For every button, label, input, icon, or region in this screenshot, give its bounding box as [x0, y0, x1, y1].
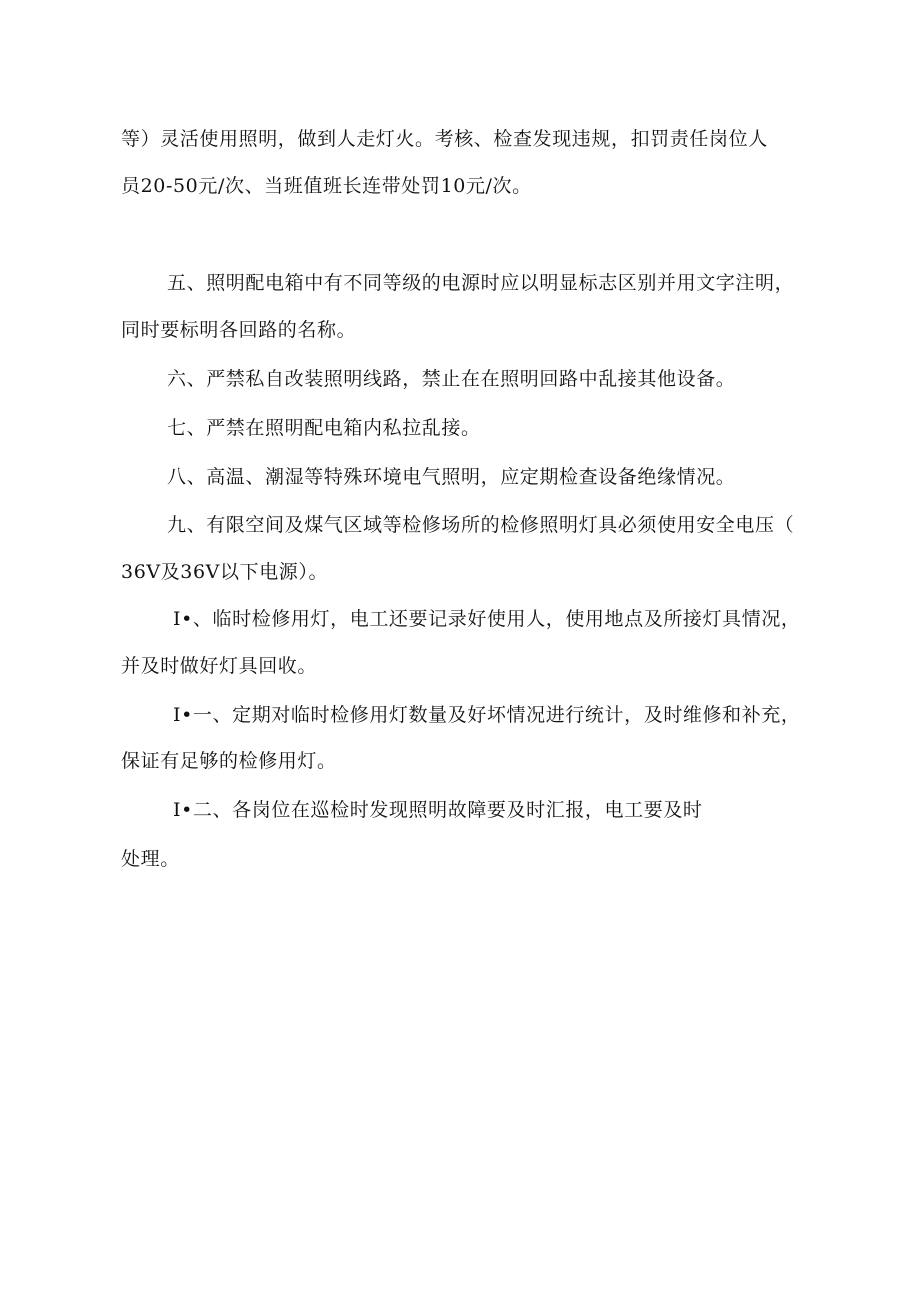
text-line: 九、有限空间及煤气区域等检修场所的检修照明灯具必须使用安全电压（	[167, 514, 795, 536]
text-line: 五、照明配电箱中有不同等级的电源时应以明显标志区别并用文字注明，	[167, 272, 795, 294]
text-line: I•一、定期对临时检修用灯数量及好坏情况进行统计，及时维修和补充，	[173, 704, 801, 726]
text-line: 员20-50元/次、当班值班长连带处罚10元/次。	[121, 175, 532, 197]
text-line: 八、高温、潮湿等特殊环境电气照明，应定期检查设备绝缘情况。	[167, 466, 736, 488]
text-line: 并及时做好灯具回收。	[121, 655, 318, 677]
text-line: 同时要标明各回路的名称。	[121, 319, 357, 341]
text-line: I•、临时检修用灯，电工还要记录好使用人，使用地点及所接灯具情况，	[173, 608, 801, 630]
text-line: 处理。	[121, 848, 180, 870]
text-line: I•二、各岗位在巡检时发现照明故障要及时汇报，电工要及时	[173, 799, 703, 821]
text-line: 保证有足够的检修用灯。	[121, 750, 337, 772]
text-line: 36V及36V以下电源）。	[121, 561, 329, 583]
text-line: 等）灵活使用照明，做到人走灯火。考核、检查发现违规，扣罚责任岗位人	[121, 128, 768, 150]
text-line: 七、严禁在照明配电箱内私拉乱接。	[167, 417, 481, 439]
text-line: 六、严禁私自改装照明线路，禁止在在照明回路中乱接其他设备。	[167, 368, 736, 390]
